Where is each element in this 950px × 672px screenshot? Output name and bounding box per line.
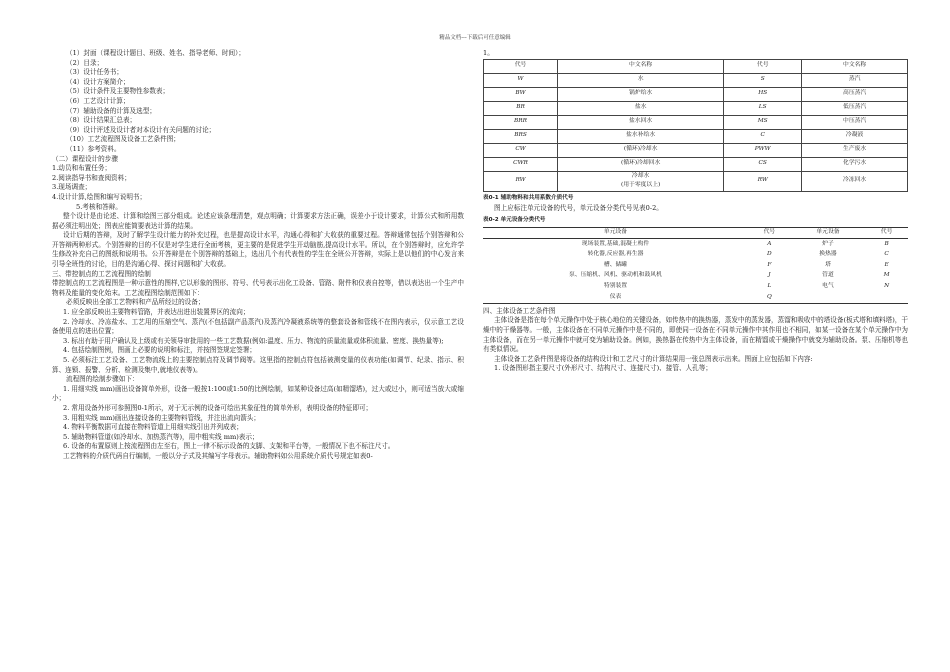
table-row — [483, 250, 908, 261]
contents-item: （6）工艺设计计算； — [66, 96, 130, 105]
table-cell: 仪表 — [609, 293, 622, 300]
table-cell: 中压蒸汽 — [802, 115, 908, 129]
page-header: 精品文档---下载后可任意编辑 — [439, 35, 511, 41]
table-cell: 冷冻回水 — [802, 171, 908, 191]
scope-item: 2. 冷却水、冷冻盐水、工艺用的压缩空气、蒸汽(不包括副产品蒸汽)及蒸汽冷凝液系统等的整套设备和管线不在图内表示，仅示意工艺设备使用点的进出位置； — [52, 317, 464, 336]
table-cell: PWW — [724, 143, 802, 157]
scope-item: 4. 包括绘制图例，图画上必要的说明和标注，并按图签规定签署； — [63, 346, 257, 355]
table-cell: F — [767, 261, 772, 268]
section-title: 四、主体设备工艺条件图 — [483, 306, 556, 315]
table-row — [484, 171, 908, 191]
table-cell: BR — [484, 101, 558, 115]
table-cell: J — [768, 272, 771, 279]
scope-items — [52, 308, 464, 375]
column-header: 单元设备 — [483, 227, 748, 239]
table-cell: 化学污水 — [802, 157, 908, 171]
table-cell: (循环)冷却回水 — [558, 157, 724, 171]
contents-item: （9）设计评述及设计者对本设计有关问题的讨论； — [66, 125, 216, 134]
table-row — [484, 87, 908, 101]
table-row — [483, 260, 908, 271]
column-header: 中文名称 — [802, 59, 908, 73]
table-header-row — [483, 227, 908, 239]
contents-item: （4）设计方案简介； — [66, 77, 130, 86]
table-cell: 现场装置,基础,混凝土构件 — [581, 240, 650, 247]
table-cell: 生产废水 — [802, 143, 908, 157]
table-cell: A — [767, 240, 772, 247]
contents-item: （2）目录； — [66, 58, 104, 67]
column-header: 代号 — [748, 227, 791, 239]
table-cell: MS — [724, 115, 802, 129]
step-5: 5.考核和答辩。 — [76, 202, 122, 211]
step-item: 3.现场调查； — [52, 183, 92, 192]
table-caption: 表0-1 辅助物料和共用系数介质代号 — [483, 194, 574, 201]
drawing-step: 6. 设备的布置原则上按流程图由左至右，图上一律不标示设备的支脚、支架和平台等，一般情况下也不标注尺寸。 — [63, 442, 395, 451]
table-cell: B — [884, 240, 889, 247]
table-cell: C — [724, 129, 802, 143]
contents-item: （7）辅助设备的计算及选型； — [66, 106, 156, 115]
table-row — [484, 143, 908, 157]
right-column — [483, 49, 908, 374]
table-cell: BRR — [484, 115, 558, 129]
table-cell: 泵、压缩机、风机、驱动机和鼓风机 — [569, 272, 662, 279]
table-cell: E — [884, 261, 889, 268]
contents-item: （1）封面（课程设计题目、班级、姓名、指导老师、时间）； — [66, 49, 245, 57]
table-cell: S — [724, 73, 802, 87]
drawing-step: 1. 用细实线 mm)画出设备简单外形，设备一般按1:100或1:50的比例绘制，如某种设备过高(如精馏塔)，过大或过小，则可适当放大或缩小； — [52, 384, 464, 403]
scope-item: 3. 标出有助于用户确认及上级或有关领导审批用的一些工艺数据(例如:温度、压力、物流的质量流量或体积流量、密度、换热量等); — [63, 336, 444, 345]
column-header: 中文名称 — [558, 59, 724, 73]
table-cell: (循环)冷却水 — [558, 143, 724, 157]
drawing-step: 4. 物料平衡数据可直接在物料管道上用细实线引出并列成表； — [63, 423, 243, 432]
contents-item: （8）设计结果汇总表； — [66, 116, 137, 125]
table-cell: 盐水 — [558, 101, 724, 115]
table-cell: 冷凝液 — [802, 129, 908, 143]
table-cell: 盐水回水 — [558, 115, 724, 129]
report-contents-list — [52, 49, 464, 155]
steps-title: （二）课程设计的步骤 — [52, 154, 118, 163]
table-cell: 特别装置 — [603, 283, 628, 290]
scope-item: 1. 应全部反映出主要物料管路，并表达出进出装置界区的流向； — [63, 308, 250, 317]
unit-equipment-table — [483, 227, 908, 304]
table-cell: CS — [724, 157, 802, 171]
table-cell: 炉子 — [822, 240, 834, 247]
table-cell: RW — [484, 171, 558, 191]
drawing-step: 2. 常用设备外形可参照图0-1所示，对于无示例的设备可绘出其象征性的简单外形，表明设备的特征即可； — [63, 403, 373, 412]
table-cell: L — [767, 283, 772, 290]
paragraph: 流程图的绘制步骤如下： — [66, 375, 139, 384]
table-cell: 槽、储罐 — [603, 261, 628, 268]
table-cell: W — [484, 73, 558, 87]
column-header: 代号 — [724, 59, 802, 73]
medium-code-table — [483, 59, 908, 192]
table-row — [483, 292, 908, 303]
table-cell: N — [884, 283, 890, 290]
paragraph: 整个设计是由论述、计算和绘图三部分组成。论述应该条理清楚，观点明确；计算要求方法正确，误差小于设计要求，计算公式和所用数据必须注明出处；图表应能简要表达计算的结果。 — [52, 212, 464, 230]
table-caption: 表0-2 单元设备分类代号 — [483, 216, 546, 223]
drawing-steps — [52, 385, 464, 452]
table-cell: 水 — [558, 73, 724, 87]
scope-item: 5. 必须标注工艺设备、工艺物流线上的主要控制点符及调节阀等。这里指的控制点符包括被测变量的仪表功能(如调节、纪录、指示、积算、连锁、报警、分析、检测及集中,就地仪表等)。 — [52, 356, 464, 374]
step-item: 2.阅读指导书和查阅资料； — [52, 173, 131, 182]
table-cell: HS — [724, 87, 802, 101]
step-item: 1.动员和布置任务； — [52, 164, 112, 173]
table-cell: RW — [724, 171, 802, 191]
drawing-step: 5. 辅助物料管道(如冷却水、加热蒸汽等)，用中粗实线 mm)表示； — [63, 432, 259, 441]
table-cell: BRS — [484, 129, 558, 143]
table-cell: 盐水补给水 — [558, 129, 724, 143]
contents-item: （11）参考资料。 — [66, 144, 121, 153]
paragraph: 主体设备是指在每个单元操作中处于核心地位的关键设备，如传热中的换热器，蒸发中的蒸发器，蒸馏和吸收中的塔设备(板式塔和填料塔)，干燥中的干燥器等。一般，主体设备在不同单元操作中是不同的，即使同一设备在不同单元操作中其作用也不相同，如某一设备在某个单元操作中为主体设备，而在另一单元操作中就可变为辅助设备。例如，换热器在传热中为主体设备，而在精馏或干燥操作中就变为辅助设备。泵、压缩机等也有类似情况。 — [483, 316, 908, 354]
table-row — [483, 282, 908, 293]
paragraph: 1. 设备图形指主要尺寸(外形尺寸、结构尺寸、连接尺寸)、接管、人孔等； — [494, 364, 712, 373]
table-cell: BW — [484, 87, 558, 101]
table-cell: 换热器 — [819, 251, 837, 258]
contents-item: （3）设计任务书； — [66, 68, 123, 77]
table-row — [483, 239, 908, 250]
table-cell: 高压蒸汽 — [802, 87, 908, 101]
table-cell: 蒸汽 — [802, 73, 908, 87]
table-cell: 转化器,反应器,再生器 — [587, 251, 644, 258]
table-cell: 低压蒸汽 — [802, 101, 908, 115]
drawing-step: 3. 用粗实线 mm)画出连接设备的主要物料管线，并注出流向箭头； — [63, 413, 260, 422]
table-cell — [865, 292, 908, 303]
table-cell — [791, 292, 865, 303]
table-row — [484, 101, 908, 115]
table-cell: 锅炉给水 — [558, 87, 724, 101]
steps-list — [52, 164, 464, 202]
table-cell: M — [883, 272, 890, 279]
paragraph: 主体设备工艺条件图是将设备的结构设计和工艺尺寸的计算结果用一张总图表示出来。图面上应包括如下内容: — [494, 354, 813, 363]
table-cell: 冷却水 (用于零度以上) — [558, 171, 724, 191]
paragraph: 图上应标注单元设备的代号，单元设备分类代号见表0-2。 — [494, 204, 663, 213]
table-cell: 电气 — [822, 283, 834, 290]
table-header-row — [484, 59, 908, 73]
table-row — [484, 115, 908, 129]
paragraph: 工艺物料的介质代码自行编制，一般以分子式及其编写字母表示。辅助物料如公用系统介质代号规定如表0- — [63, 451, 373, 460]
column-header: 代号 — [865, 227, 908, 239]
paragraph: 设计后期的答辩，及时了解学生设计能力的补充过程，也是提高设计水平，沟通心得和扩大收获的重要过程。答辩通常包括个别答辩和公开答辩两种形式。个别答辩的目的不仅是对学生进行全面考核，更主要的是促进学生开动脑筋,提高设计水平。所以，在个别答辩时，应允许学生修改补充自己的图纸和说明书。公开答辩是在个别答辩的基础上，选出几个有代表性的学生在全班公开答辩，实际上是以他们的中心发言来引导全班性的讨论，目的是沟通心得、探讨问题和扩大收获。 — [52, 231, 464, 269]
paragraph: 必须反映出全部工艺物料和产品所经过的设备； — [66, 298, 205, 307]
table-cell: 塔 — [825, 261, 831, 268]
table-cell: 管道 — [822, 272, 834, 279]
table-row — [484, 73, 908, 87]
table-row — [483, 271, 908, 282]
continuation-text: 1。 — [483, 49, 494, 57]
section-title: 三、带控制点的工艺流程图的绘制 — [52, 269, 151, 278]
table-cell: D — [767, 251, 772, 258]
contents-item: （5）设计条件及主要物性参数表； — [66, 87, 170, 96]
table-row — [484, 129, 908, 143]
step-item: 4.设计计算,绘图和编写说明书； — [52, 192, 147, 201]
table-cell: Q — [766, 293, 772, 300]
contents-item: （10）工艺流程图及设备工艺条件图； — [66, 135, 180, 144]
left-column — [52, 49, 464, 462]
column-header: 单元设备 — [791, 227, 865, 239]
table-cell: CWR — [484, 157, 558, 171]
column-header: 代号 — [484, 59, 558, 73]
table-cell: LS — [724, 101, 802, 115]
table-cell: CW — [484, 143, 558, 157]
table-cell: C — [884, 251, 889, 258]
paragraph: 带控制点的工艺流程图是一种示意性的图样,它以形象的图形、符号、代号表示出化工设备、管路、附件和仪表自控等，借以表达出一个生产中物料及能量的变化始末。工艺流程图绘制范围如下： — [52, 279, 464, 297]
table-row — [484, 157, 908, 171]
